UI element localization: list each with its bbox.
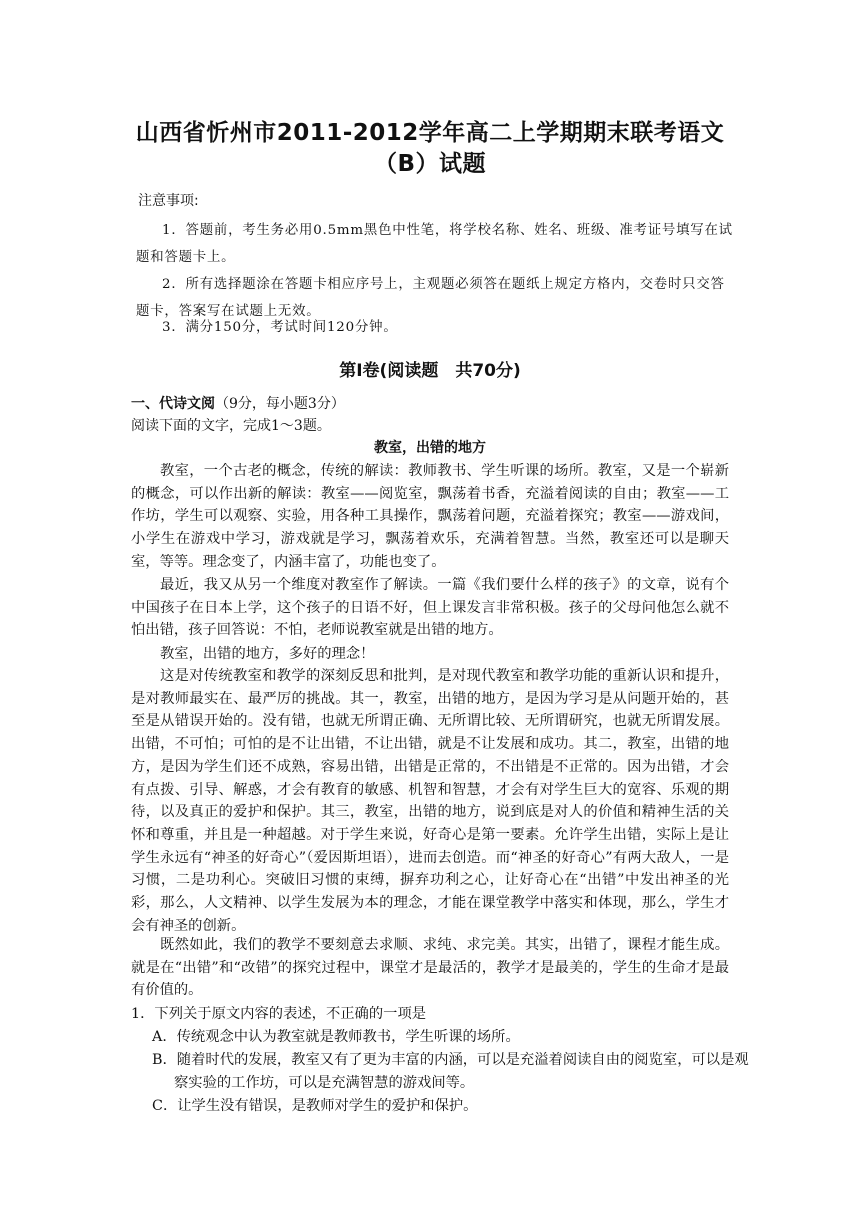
note-item-2: 2．所有选择题涂在答题卡相应序号上，主观题必须答在题纸上规定方格内，交卷时只交答题卡，答案写在试题上无效。 xyxy=(136,277,725,319)
article-paragraph-3: 教室，出错的地方，多好的理念！ xyxy=(160,646,375,662)
question-1-stem: 1．下列关于原文内容的表述，不正确的一项是 xyxy=(131,1006,427,1022)
part-heading-label: 一、代诗文阅 xyxy=(131,396,215,412)
article-paragraph-2: 最近，我又从另一个维度对教室作了解读。一篇《我们要什么样的孩子》的文章，说有个中国孩子在日本上学，这个孩子的日语不好，但上课发言非常积极。孩子的父母问他怎么就不怕出错，孩子回答说：不怕，老师说教室就是出错的地方。 xyxy=(131,577,729,639)
note-item-1: 1．答题前，考生务必用0.5mm黑色中性笔，将学校名称、姓名、班级、准考证号填写在试题和答题卡上。 xyxy=(136,223,733,265)
article-paragraph-4: 这是对传统教室和教学的深刻反思和批判，是对现代教室和教学功能的重新认识和提升，是对教师最实在、最严厉的挑战。其一，教室，出错的地方，是因为学习是从问题开始的，甚至是从错误开始的。没有错，也就无所谓正确、无所谓比较、无所谓研究，也就无所谓发展。出错，不可怕；可怕的是不让出错，不让出错，就是不让发展和成功。其二，教室，出错的地方，是因为学生们还不成熟，容易出错，出错是正常的，不出错是不正常的。因为出错，才会有点拨、引导、解惑，才会有教育的敏感、机智和智慧，才会有对学生巨大的宽容、乐观的期待，以及真正的爱护和保护。其三，教室，出错的地方，说到底是对人的价值和精神生活的关怀和尊重，并且是一种超越。对于学生来说，好奇心是第一要素。允许学生出错，实际上是让学生永远有“神圣的好奇心”（爱因斯坦语），进而去创造。而“神圣的好奇心”有两大敌人，一是习惯，二是功利心。突破旧习惯的束缚，摒弃功利之心，让好奇心在“出错”中发出神圣的光彩，那么，人文精神、以学生发展为本的理念，才能在课堂教学中落实和体现，那么，学生才会有神圣的创新。 xyxy=(131,668,729,934)
question-1-option-a: A．传统观念中认为教室就是教师教书，学生听课的场所。 xyxy=(152,1029,520,1045)
notes-heading: 注意事项: xyxy=(138,193,199,209)
section-title: 第Ⅰ卷(阅读题 共70分) xyxy=(339,361,521,381)
article-paragraph-5: 既然如此，我们的教学不要刻意去求顺、求纯、求完美。其实，出错了，课程才能生成。就是在“出错”和“改错”的探究过程中，课堂才是最活的，教学才是最美的，学生的生命才是最有价值的。 xyxy=(131,937,729,999)
article-paragraph-1: 教室，一个古老的概念，传统的解读：教师教书、学生听课的场所。教室，又是一个崭新的概念，可以作出新的解读：教室——阅览室，飘荡着书香，充溢着阅读的自由；教室——工作坊，学生可以观察、实验，用各种工具操作，飘荡着问题，充溢着探究；教室——游戏间，小学生在游戏中学习，游戏就是学习，飘荡着欢乐，充满着智慧。当然，教室还可以是聊天室，等等。理念变了，内涵丰富了，功能也变了。 xyxy=(131,463,729,570)
part-heading-score: （9分，每小题3分） xyxy=(215,396,345,412)
note-item-3: 3．满分150分，考试时间120分钟。 xyxy=(162,320,398,335)
part-heading xyxy=(131,393,345,413)
article-title: 教室，出错的地方 xyxy=(374,440,486,456)
question-1-option-c: C．让学生没有错误，是教师对学生的爱护和保护。 xyxy=(152,1098,478,1114)
reading-instruction: 阅读下面的文字，完成1～3题。 xyxy=(131,418,331,434)
exam-title: 山西省忻州市2011-2012学年高二上学期期末联考语文（B）试题 xyxy=(135,120,725,177)
question-1-option-b: B．随着时代的发展，教室又有了更为丰富的内涵，可以是充溢着阅读自由的阅览室，可以是观察实验的工作坊，可以是充满智慧的游戏间等。 xyxy=(152,1052,749,1091)
